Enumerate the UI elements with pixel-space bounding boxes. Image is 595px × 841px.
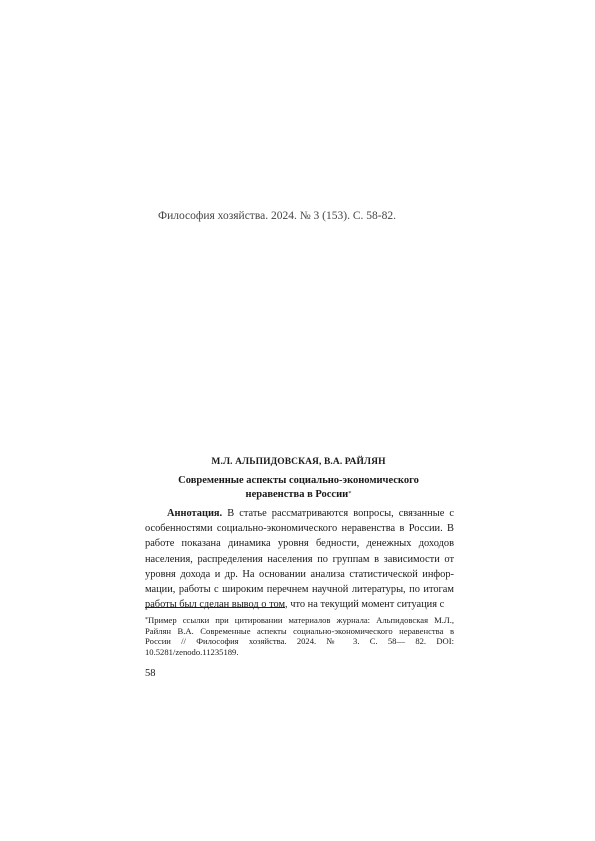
article-authors: М.Л. АЛЬПИДОВСКАЯ, В.А. РАЙЛЯН <box>211 457 386 467</box>
abstract-label: Аннотация. <box>167 508 223 519</box>
citation-footnote <box>145 615 454 657</box>
article-title-line-2: неравенства в России <box>245 488 349 500</box>
title-footnote-mark: * <box>348 489 352 497</box>
article-abstract <box>145 506 454 612</box>
footnote-mark: * <box>145 617 148 623</box>
abstract-text: В статье рассматриваются вопросы, связанные с особенностями социально-экономического неравенства в России. В работе показана динамика уровня бедности, денежных доходов населения, распределения населения по группам в зависимости от уровня дохода и др. На основании анализа статистической инфор-мации, работы с широким перечнем научной литературы, по итогам работы был сделан вывод о том, что на текущий момент ситуация с <box>145 508 454 611</box>
footnote-text: Пример ссылки при цитировании материалов журнала: Альпидовская М.Л., Райлян В.А. Современные аспекты социально-экономического неравенства в России // Философия хозяйства. 2024. № 3. С. 58— 82. DOI: 10.5281/zenodo.11235189. <box>145 615 454 657</box>
journal-citation: Философия хозяйства. 2024. № 3 (153). С. 58-82. <box>158 210 396 222</box>
article-title <box>145 474 452 501</box>
page-number: 58 <box>145 668 156 679</box>
footnote-divider <box>145 607 285 608</box>
article-title-line-1: Современные аспекты социально-экономического <box>178 475 419 486</box>
